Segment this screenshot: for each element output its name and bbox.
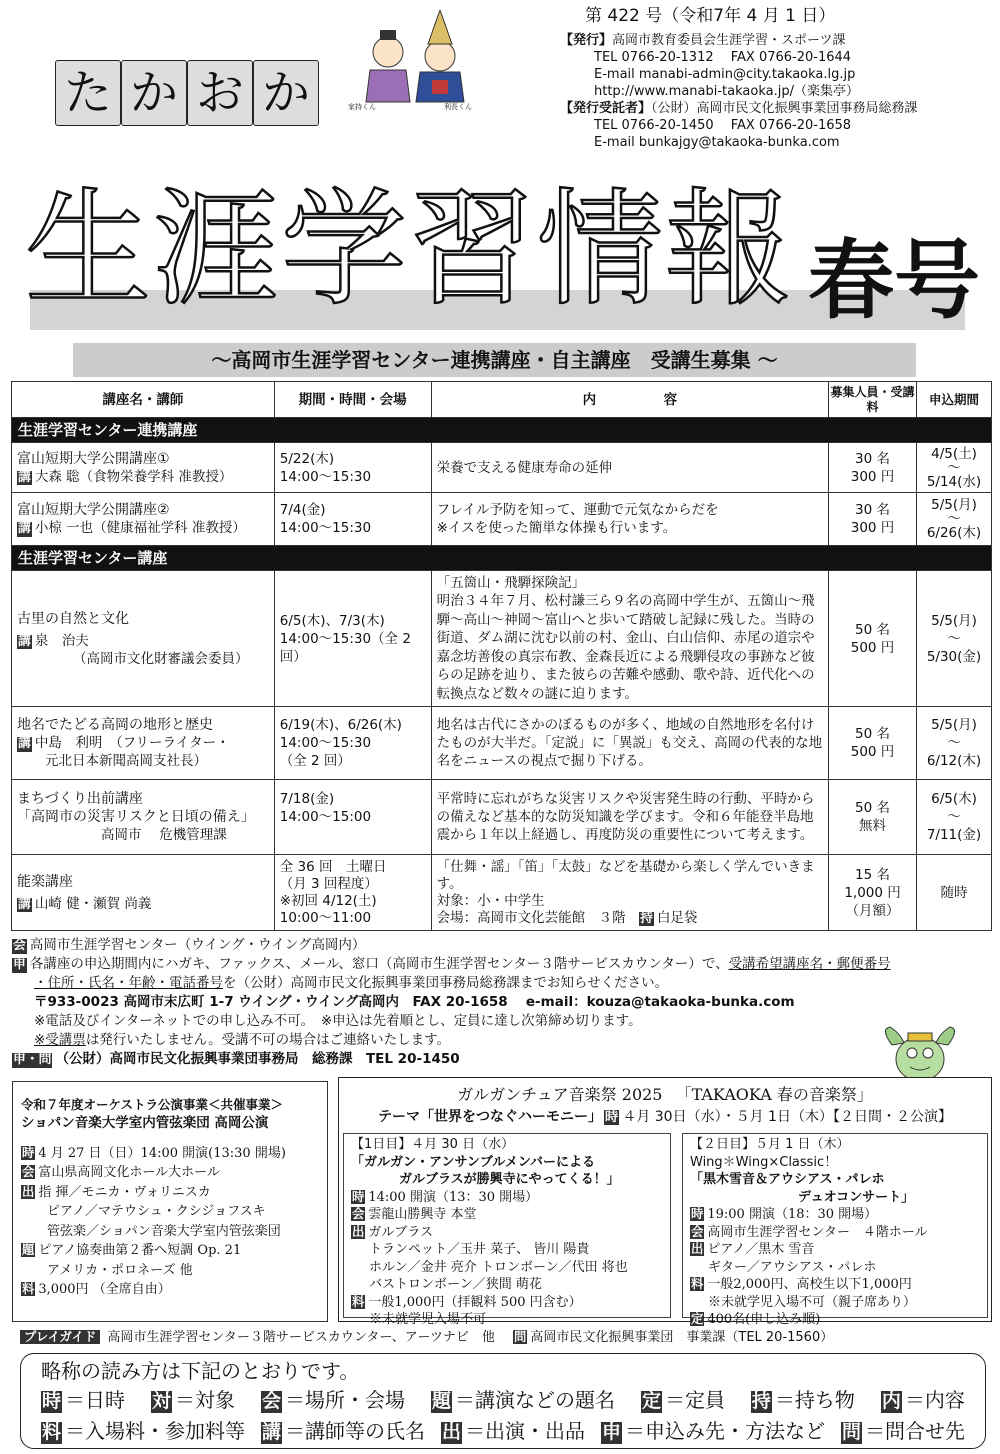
fee: 300 円	[850, 468, 895, 485]
festival-theme-line	[339, 1107, 991, 1127]
banner: ～高岡市生涯学習センター連携講座・自主講座 受講生募集 ～	[73, 343, 916, 377]
period-cell	[274, 855, 431, 931]
col-header-apply: 申込期間	[917, 382, 992, 418]
capacity: 15 名	[855, 866, 891, 883]
day2-title-1: 「黒木雪音＆アウシアス・パレホ	[690, 1172, 885, 1187]
course-name: 富山短期大学公開講座①	[17, 450, 170, 467]
legend-item	[841, 1416, 965, 1447]
legend-item	[431, 1385, 615, 1416]
time: 14:00～15:30	[279, 468, 372, 485]
section-row	[12, 418, 992, 443]
festival-day-2	[682, 1133, 988, 1327]
day2-label: 【２日目】５月 1 日（木）	[690, 1137, 850, 1152]
publisher-url[interactable]: http://www.manabi-takaoka.jp/（楽集亭）	[594, 84, 859, 99]
lecturer: 山崎 健・瀬賀 尚義	[34, 895, 152, 912]
orchestra-fee: 3,000円 （全席自由）	[38, 1282, 171, 1297]
bring-mark: 持	[640, 910, 653, 926]
address: 〒933-0023 高岡市末広町 1-7 ウイング・ウイング高岡内 FAX 20-1658 e-mail：kouza@takaoka-bunka.com	[34, 994, 795, 1010]
legend-key: 題	[431, 1390, 451, 1412]
legend-key: 料	[42, 1421, 62, 1443]
work-1: ピアノ協奏曲第２番へ短調 Op. 21	[38, 1243, 242, 1258]
table-row	[12, 855, 992, 931]
mascot-right-name: 利長くん	[444, 103, 472, 111]
course-name-cell	[12, 571, 275, 707]
capacity-cell	[829, 855, 917, 931]
fee: 無料	[859, 818, 887, 834]
legend-key: 出	[441, 1421, 461, 1443]
lecturer-affiliation: （高岡市文化財審議会委員）	[73, 650, 249, 667]
legend-value: ＝申込み先・方法など	[624, 1419, 825, 1443]
apply-sep: ～	[947, 630, 961, 647]
legend-key: 持	[751, 1390, 771, 1412]
course-name-cell	[12, 780, 275, 855]
apply-start: 5/5(月)	[931, 612, 977, 629]
logo-char: た	[55, 60, 121, 126]
venue-mark: 会	[691, 1223, 704, 1239]
mascot-illustration	[348, 10, 488, 110]
day1-p1: トランペット／玉井 菜子、 皆川 陽貴	[369, 1242, 590, 1257]
page-title: 生涯学習情報	[25, 176, 793, 323]
course-name: 地名でたどる高岡の地形と歴史	[17, 717, 213, 733]
content-cell	[431, 855, 828, 931]
legend-value: ＝出演・出品	[464, 1419, 585, 1443]
legend-item	[261, 1416, 425, 1447]
legend-item	[441, 1416, 585, 1447]
contractor-label: 【発行受託者】	[560, 101, 652, 116]
legend-item	[41, 1385, 125, 1416]
logo-char: お	[187, 60, 253, 126]
course-subtitle: 「高岡市の災害リスクと日頃の備え」	[17, 809, 255, 825]
play-guide	[20, 1329, 992, 1347]
content-cell	[431, 571, 828, 707]
content: 明治３４年７月、松村謙三ら９名の高岡中学生が、五箇山～飛騨～高山～神岡～富山へと歩いて踏破し記録に残した。当時の街道、ダム湖に沈む以前の村、金山、白山信仰、赤尾の道宗や嘉念坊善俊の真宗布教、金森長近による飛騨侵攻の事跡など彼らの足跡を辿り、また彼らの苦難や感動、歌や詩、近代化への転換点など数々の謎に迫ります。	[436, 593, 815, 702]
publisher: 高岡市教育委員会生涯学習・スポーツ課	[612, 33, 846, 48]
publisher-tel: TEL 0766-20-1312 FAX 0766-20-1644	[594, 50, 852, 65]
target: 対象：小・中学生	[436, 892, 545, 909]
bring-items: 白足袋	[656, 909, 698, 926]
capacity: 50 名	[855, 800, 891, 816]
legend-key: 対	[151, 1390, 171, 1412]
legend-item	[151, 1385, 235, 1416]
apply-note: 各講座の申込期間内にハガキ、ファックス、メール、窓口（高岡市生涯学習センター３階サービスカウンター）で、	[29, 956, 729, 972]
apply-sep: ～	[947, 511, 961, 527]
fee: 500 円	[850, 639, 895, 656]
lecturer: 小椋 一也（健康福祉学科 准教授）	[34, 520, 246, 536]
publisher-info	[560, 32, 918, 151]
day2-title-2: デュオコンサート」	[798, 1189, 915, 1205]
apply-cell	[917, 707, 992, 780]
orchestra-subtitle: ショパン音楽大学室内管弦楽団 高岡公演	[21, 1115, 269, 1131]
orchestra-box	[12, 1081, 328, 1322]
day1-label: 【1日目】４月 30 日（水）	[351, 1137, 515, 1152]
publisher-email[interactable]: E-mail manabi-admin@city.takaoka.lg.jp	[594, 67, 856, 82]
content-note: ※イスを使った簡単な体操も行います。	[436, 520, 677, 536]
apply-sep: ～	[947, 809, 961, 825]
note-1: ※電話及びインターネットでの申し込み不可。 ※申込は先着順とし、定員に達し次第締め切ります。	[34, 1013, 642, 1029]
venue-note: 高岡市生涯学習センター（ウイング・ウイング高岡内）	[29, 937, 366, 953]
capacity: 30 名	[855, 502, 891, 518]
period-cell	[274, 571, 431, 707]
table-row	[12, 443, 992, 493]
day1-venue: 雲龍山勝興寺 本堂	[368, 1207, 477, 1222]
mascot-icon	[348, 10, 488, 110]
apply-end: 5/14(水)	[926, 473, 982, 490]
capacity-mark: 定	[691, 1311, 704, 1326]
lecturer-affiliation: 元北日本新聞高岡支社長）	[45, 753, 207, 769]
legend-value: ＝講師等の氏名	[285, 1419, 425, 1443]
course-name: 古里の自然と文化	[17, 610, 129, 627]
apply-mark: 申	[13, 957, 26, 972]
content-cell: 平常時に忘れがちな災害リスクや災害発生時の行動、平時からの備えなど基本的な防災知識を学びます。令和６年能登半島地震から１年以上経過し、再度防災の重要性について考えます。	[431, 780, 828, 855]
date: 5/22(木)	[279, 450, 335, 467]
day1-p2: ホルン／金井 亮介 トロンボーン／代田 将也	[369, 1259, 628, 1275]
content-cell	[431, 493, 828, 546]
legend-item	[601, 1416, 825, 1447]
issue-number: 第 422 号（令和7年 4 月 1 日）	[585, 6, 836, 26]
day2-p1: ピアノ／黒木 雪音	[707, 1242, 815, 1257]
note-2-underlined: ※受講票	[34, 1032, 86, 1048]
col-header-content: 内 容	[431, 382, 828, 418]
course-name: 富山短期大学公開講座②	[17, 502, 170, 518]
time: 14:00～15:30（全 2 回）	[279, 630, 411, 665]
table-row	[12, 780, 992, 855]
fee: 1,000 円	[844, 884, 901, 901]
lecturer-mark: 講	[18, 896, 31, 912]
legend-heading: 略称の読み方は下記のとおりです。	[41, 1359, 360, 1383]
section-title: 生涯学習センター講座	[12, 546, 992, 571]
day2-p2: ギター／アウシアス・パレホ	[708, 1259, 877, 1275]
date: 6/19(木)、6/26(木)	[279, 717, 402, 733]
lecturer-mark: 講	[18, 469, 31, 485]
inquiry-mark: 申・問	[13, 1052, 52, 1067]
course-name-cell	[12, 855, 275, 931]
day1-p3: バストロンボーン／狭間 萌花	[369, 1277, 542, 1292]
period-cell	[274, 707, 431, 780]
time-mark: 時	[22, 1144, 35, 1160]
table-row	[12, 493, 992, 546]
work-2: アメリカ・ポロネーズ 他	[47, 1262, 193, 1278]
orchestra-time: 4 月 27 日（日）14:00 開演(13:30 開場)	[38, 1145, 286, 1161]
legend-value: ＝問合せ先	[864, 1419, 965, 1443]
day2-time: 19:00 開演（18：30 開場）	[707, 1207, 878, 1222]
period-cell	[274, 493, 431, 546]
time-mark: 時	[352, 1188, 365, 1204]
contractor-email[interactable]: E-mail bunkajgy@takaoka-bunka.com	[594, 135, 840, 150]
time: 14:00～15:30	[279, 520, 372, 536]
course-name: 能楽講座	[17, 873, 73, 890]
capacity-cell	[829, 780, 917, 855]
time-mark: 時	[691, 1206, 704, 1221]
capacity-cell	[829, 571, 917, 707]
apply-cell	[917, 571, 992, 707]
time-mark: 時	[605, 1110, 619, 1125]
legend-item	[41, 1416, 245, 1447]
legend-item	[751, 1385, 855, 1416]
lecturer: 高岡市 危機管理課	[101, 827, 227, 843]
first-session: ※初回 4/12(土)	[279, 892, 377, 909]
col-header-capacity: 募集人員・受講料	[829, 382, 917, 418]
apply-start: 5/5(月)	[931, 717, 977, 733]
apply-note-3: を（公財）高岡市民文化振興事業団事務局総務課までお知らせください。	[223, 975, 669, 991]
day2-fee-note: ※未就学児入場不可（親子席あり）	[708, 1294, 917, 1310]
legend-key: 問	[841, 1421, 861, 1443]
course-table	[11, 381, 992, 931]
apply-sep: ～	[947, 735, 961, 751]
apply-cell: 随時	[917, 855, 992, 931]
period-cell	[274, 780, 431, 855]
capacity: 30 名	[855, 450, 891, 467]
apply-start: 6/5(木)	[931, 791, 977, 807]
col-header-name: 講座名・講師	[12, 382, 275, 418]
capacity-cell	[829, 707, 917, 780]
festival-dates: ４月 30日（水）・５月 1日（木）【２日間・２公演】	[622, 1109, 952, 1125]
orchestra-title: 令和７年度オーケストラ公演事業＜共催事業＞	[21, 1097, 284, 1112]
capacity: 50 名	[855, 726, 891, 742]
season-label: 春号	[808, 231, 980, 331]
logo	[55, 60, 319, 126]
content-cell: 地名は古代にさかのぼるものが多く、地域の自然地形を名付けたものが大半だ。「定説」に「異説」も交え、高岡の代表的な地名をニュースの視点で掘り下げる。	[431, 707, 828, 780]
legend-value: ＝定員	[664, 1388, 725, 1412]
session-count: （全 2 回）	[279, 753, 351, 769]
capacity: 50 名	[855, 621, 891, 638]
title-mark: 題	[22, 1242, 35, 1257]
time: 14:00～15:30	[279, 735, 372, 751]
header	[0, 0, 1000, 195]
legend-key: 内	[881, 1390, 901, 1412]
legend-key: 申	[601, 1421, 621, 1443]
play-guide-text: 高岡市生涯学習センター３階サービスカウンター、アーツナビ 他	[107, 1330, 495, 1345]
conductor: 指 揮／モニカ・ヴォリニスカ	[38, 1184, 211, 1200]
apply-start: 5/5(月)	[931, 497, 977, 513]
apply-cell	[917, 780, 992, 855]
legend-value: ＝入場料・参加料等	[65, 1419, 246, 1443]
content-title: 「五箇山・飛騨探険記」	[436, 574, 586, 591]
apply-sep: ～	[947, 459, 961, 476]
legend-item	[881, 1385, 965, 1416]
apply-start: 4/5(土)	[931, 445, 977, 462]
logo-char: か	[121, 60, 187, 126]
legend-item	[641, 1385, 725, 1416]
day2-capacity: 400名(申し込み順)	[707, 1312, 821, 1327]
table-row	[12, 707, 992, 780]
period-cell	[274, 443, 431, 493]
legend-value: ＝日時	[65, 1388, 126, 1412]
course-name-cell	[12, 493, 275, 546]
festival-day-1	[343, 1133, 671, 1327]
lecturer: 泉 治夫	[34, 632, 89, 649]
apply-note-underlined-2: ・住所・氏名・年齢・電話番号	[34, 975, 223, 991]
apply-end: 7/11(金)	[926, 827, 982, 843]
section-title: 生涯学習センター連携講座	[12, 418, 992, 443]
orchestra-name: 管弦楽／ショパン音楽大学室内管弦楽団	[47, 1223, 281, 1239]
lecturer-mark: 講	[18, 521, 31, 536]
inquiry: （公財）高岡市民文化振興事業団事務局 総務課 TEL 20-1450	[55, 1051, 460, 1067]
fee-mark: 料	[691, 1276, 704, 1291]
course-name-cell	[12, 443, 275, 493]
play-guide-label: プレイガイド	[20, 1330, 100, 1344]
fee-mark: 料	[352, 1293, 365, 1309]
performer-mark: 出	[22, 1183, 35, 1199]
legend-value: ＝持ち物	[774, 1388, 855, 1412]
capacity-cell	[829, 443, 917, 493]
date: 7/18(金)	[279, 791, 335, 807]
apply-end: 5/30(金)	[926, 648, 982, 665]
legend-item	[261, 1385, 405, 1416]
inquiry-mark: 問	[514, 1330, 527, 1344]
apply-note-underlined: 受講希望講座名・郵便番号	[728, 956, 891, 972]
table-row	[12, 571, 992, 707]
section-row	[12, 546, 992, 571]
col-header-period: 期間・時間・会場	[274, 382, 431, 418]
venue: 会場：高岡市文化芸能館 ３階	[436, 909, 626, 926]
apply-cell	[917, 493, 992, 546]
festival-title: ガルガンチュア音楽祭 2025 「TAKAOKA 春の音楽祭」	[457, 1085, 873, 1104]
capacity-cell	[829, 493, 917, 546]
day1-fee: 一般1,000円（拝観料 500 円含む）	[368, 1294, 582, 1310]
performer-mark: 出	[352, 1223, 365, 1239]
legend-key: 定	[641, 1390, 661, 1412]
orchestra-venue: 富山県高岡文化ホール大ホール	[38, 1165, 220, 1180]
apply-end: 6/12(木)	[926, 753, 982, 769]
notes	[12, 936, 992, 1069]
legend-box	[20, 1353, 986, 1449]
date: 全 36 回 土曜日	[279, 858, 387, 875]
lecturer-mark: 講	[18, 633, 31, 649]
apply-cell	[917, 443, 992, 493]
legend-key: 時	[42, 1390, 62, 1412]
publisher-label: 【発行】	[560, 33, 613, 48]
content-cell: 栄養で支える健康寿命の延伸	[431, 443, 828, 493]
festival-theme: テーマ「世界をつなぐハーモニー」	[378, 1109, 603, 1125]
lecturer: 中島 利明 （フリーライター・	[34, 735, 230, 751]
note-2: は発行いたしません。受講不可の場合はご連絡いたします。	[85, 1032, 451, 1048]
legend-key: 講	[261, 1421, 281, 1443]
day1-time: 14:00 開演（13：30 開場）	[368, 1189, 539, 1205]
legend-value: ＝場所・会場	[284, 1388, 405, 1412]
date: 7/4(金)	[279, 502, 326, 518]
content: フレイル予防を知って、運動で元気なからだを	[436, 502, 719, 518]
lecturer: 大森 聡（食物栄養学科 准教授）	[34, 468, 233, 485]
apply-end: 6/26(木)	[926, 525, 982, 541]
table-header-row	[12, 382, 992, 418]
day1-title-2: ガルブラスが勝興寺にやってくる！」	[399, 1172, 620, 1187]
mascot-left-name: 家持くん	[348, 103, 376, 111]
frequency: （月 3 回程度）	[279, 875, 378, 892]
fee: 300 円	[850, 520, 895, 536]
course-name: まちづくり出前講座	[17, 791, 143, 807]
legend-value: ＝対象	[175, 1388, 235, 1412]
date: 6/5(木)、7/3(木)	[279, 612, 385, 629]
fee: 500 円	[850, 744, 895, 760]
contractor: （公財）高岡市民文化振興事業団事務局総務課	[651, 101, 918, 116]
lecturer-mark: 講	[18, 736, 31, 751]
day1-fee-note: ※未就学児入場不可	[369, 1312, 487, 1327]
venue-mark: 会	[13, 938, 26, 953]
day2-fee: 一般2,000円、高校生以下1,000円	[707, 1277, 912, 1292]
legend-value: ＝内容	[904, 1388, 965, 1412]
time: 10:00～11:00	[279, 909, 372, 926]
content: 「仕舞・謡」「笛」「太鼓」などを基礎から楽しく学んでいきます。	[436, 858, 815, 892]
day2-venue: 高岡市生涯学習センター ４階ホール	[707, 1224, 928, 1240]
venue-mark: 会	[352, 1206, 365, 1221]
day1-title-1: 「ガルガン・アンサンブルメンバーによる	[351, 1154, 596, 1170]
time: 14:00～15:00	[279, 809, 372, 825]
logo-char: か	[253, 60, 319, 126]
day1-performer: ガルブラス	[368, 1224, 433, 1240]
fee-mark: 料	[22, 1281, 35, 1296]
legend-key: 会	[261, 1390, 281, 1412]
play-guide-inquiry: 高岡市民文化振興事業団 事業課（TEL 20-1560）	[530, 1330, 834, 1345]
contractor-tel: TEL 0766-20-1450 FAX 0766-20-1658	[594, 118, 852, 133]
course-name-cell	[12, 707, 275, 780]
legend-value: ＝講演などの題名	[454, 1388, 615, 1412]
legend-row	[41, 1385, 965, 1416]
pianist: ピアノ／マテウシュ・クシジョフスキ	[47, 1204, 266, 1219]
fee-note: （月額）	[845, 902, 900, 919]
day2-subtitle: Wing＊Wing×Classic！	[690, 1154, 838, 1170]
venue-mark: 会	[22, 1164, 35, 1179]
legend-row	[41, 1416, 965, 1447]
performer-mark: 出	[691, 1241, 704, 1256]
